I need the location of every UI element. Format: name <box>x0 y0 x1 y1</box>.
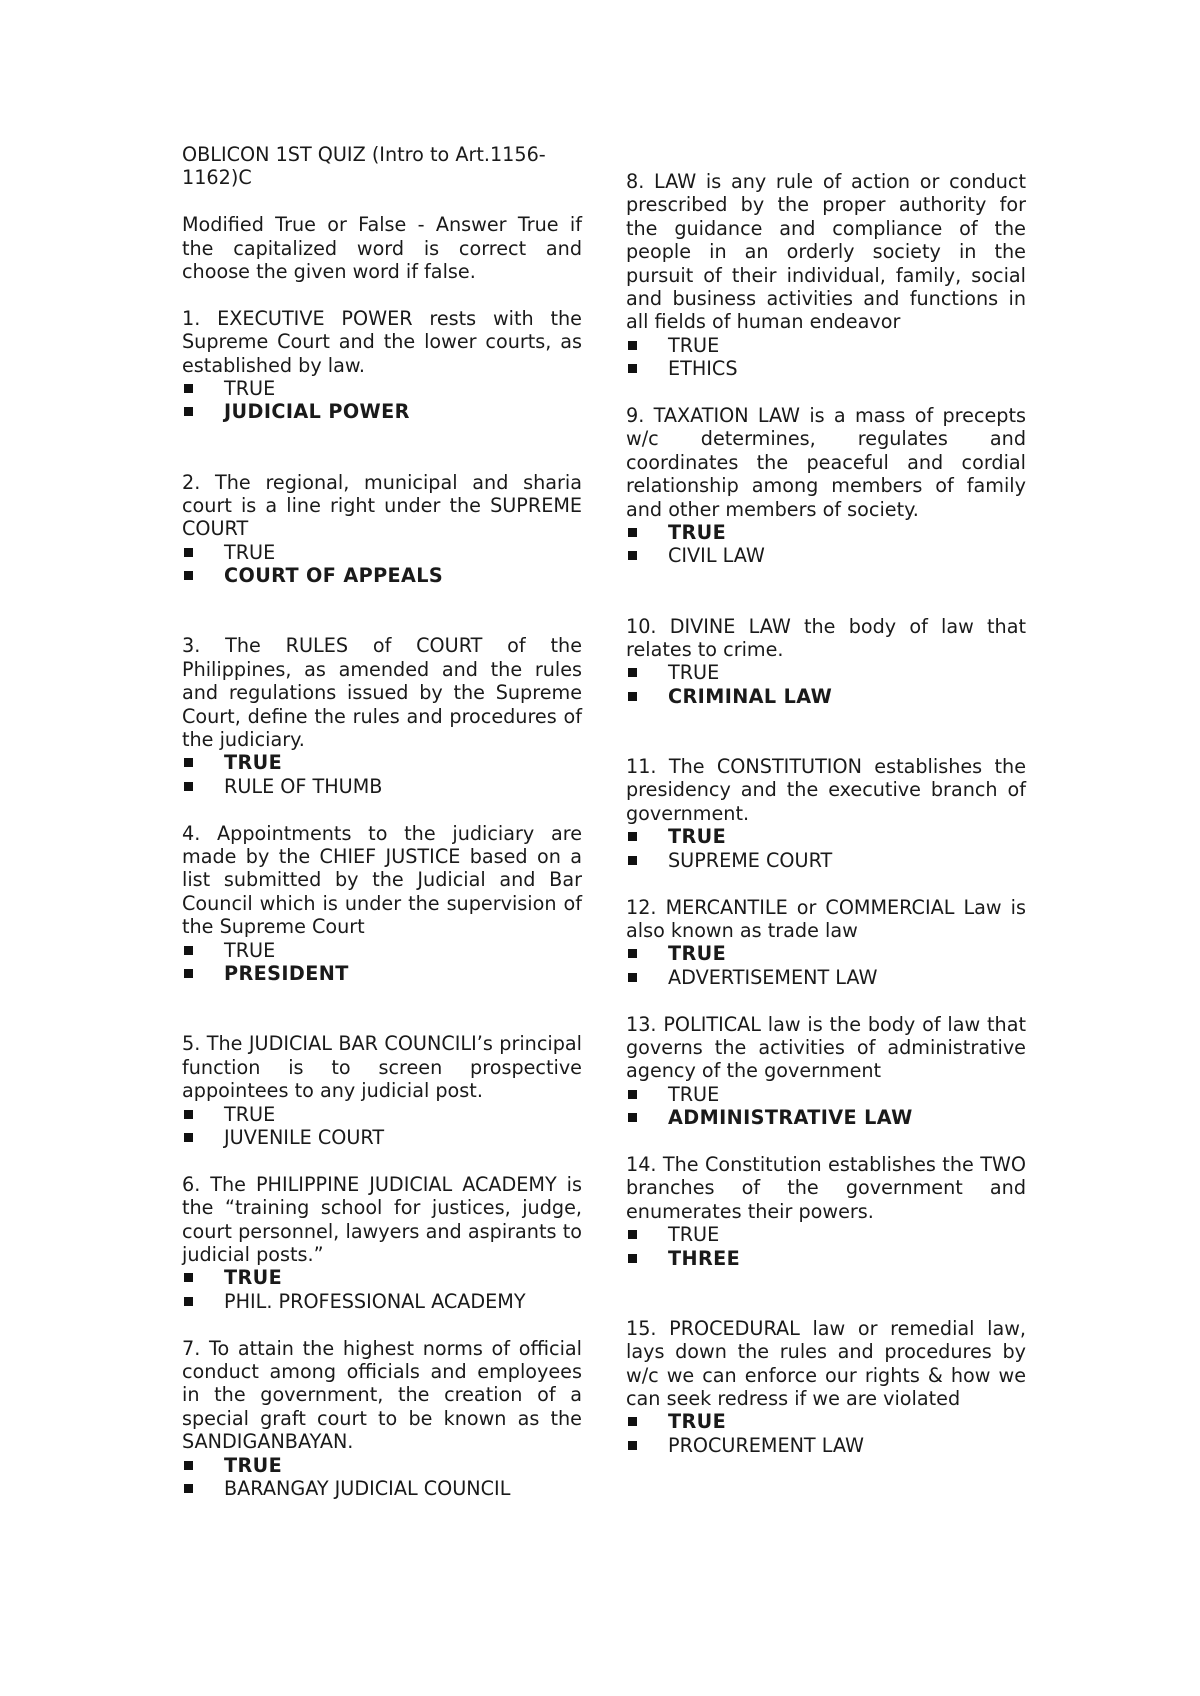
option-label: TRUE <box>224 751 283 775</box>
option-item <box>626 966 1026 989</box>
option-label: TRUE <box>668 942 727 966</box>
question-4 <box>182 822 582 986</box>
question-text: 15. PROCEDURAL law or remedial law, lays down the rules and procedures by w/c we can enforce our rights & how we can seek redress if we are violated <box>626 1316 1026 1410</box>
option-label: PROCUREMENT LAW <box>668 1433 864 1457</box>
question-text: 12. MERCANTILE or COMMERCIAL Law is also known as trade law <box>626 895 1026 942</box>
option-item <box>626 521 1026 544</box>
square-bullet-icon <box>184 1484 193 1493</box>
right-column <box>626 170 1026 1457</box>
option-label: TRUE <box>668 661 720 685</box>
square-bullet-icon <box>628 692 637 701</box>
quiz-title: OBLICON 1ST QUIZ (Intro to Art.1156-1162)C <box>182 143 546 190</box>
option-label: TRUE <box>668 521 727 545</box>
option-item <box>182 939 582 962</box>
question-text: 1. EXECUTIVE POWER rests with the Supreme Court and the lower courts, as established by law. <box>182 306 582 377</box>
option-label: TRUE <box>668 333 720 357</box>
square-bullet-icon <box>628 1113 637 1122</box>
question-6 <box>182 1173 582 1313</box>
option-item <box>626 849 1026 872</box>
square-bullet-icon <box>628 1417 637 1426</box>
question-14 <box>626 1153 1026 1270</box>
question-text: 11. The CONSTITUTION establishes the presidency and the executive branch of government. <box>626 755 1026 825</box>
option-item <box>626 661 1026 684</box>
instructions: Modified True or False - Answer True if the capitalized word is correct and choose the given word if false. <box>182 213 582 284</box>
option-item <box>182 564 582 587</box>
option-label: PHIL. PROFESSIONAL ACADEMY <box>224 1289 526 1313</box>
option-label: TRUE <box>668 825 727 849</box>
question-text: 5. The JUDICIAL BAR COUNCILI’s principal function is to screen prospective appointees to any judicial post. <box>182 1032 582 1103</box>
option-item <box>626 544 1026 567</box>
square-bullet-icon <box>628 668 637 677</box>
option-item <box>626 1247 1026 1270</box>
question-11 <box>626 755 1026 872</box>
square-bullet-icon <box>628 1441 637 1450</box>
square-bullet-icon <box>184 969 193 978</box>
option-item <box>182 1454 582 1477</box>
square-bullet-icon <box>184 548 193 557</box>
option-label: TRUE <box>668 1223 720 1247</box>
question-text: 13. POLITICAL law is the body of law that governs the activities of administrative agency of the government <box>626 1012 1026 1083</box>
option-label: TRUE <box>224 938 276 962</box>
option-item <box>182 1477 582 1500</box>
option-label: TRUE <box>224 377 276 401</box>
option-item <box>182 400 582 423</box>
option-label: TRUE <box>668 1082 720 1106</box>
option-item <box>626 942 1026 965</box>
option-item <box>182 377 582 400</box>
option-item <box>182 962 582 985</box>
option-item <box>626 334 1026 357</box>
question-text: 14. The Constitution establishes the TWO branches of the government and enumerates their powers. <box>626 1152 1026 1223</box>
question-3 <box>182 634 582 798</box>
option-label: RULE OF THUMB <box>224 774 383 798</box>
option-item <box>182 541 582 564</box>
option-label: COURT OF APPEALS <box>224 564 444 588</box>
option-label: TRUE <box>224 1102 276 1126</box>
option-item <box>182 1126 582 1149</box>
square-bullet-icon <box>628 1230 637 1239</box>
option-label: TRUE <box>668 1410 727 1434</box>
square-bullet-icon <box>628 341 637 350</box>
square-bullet-icon <box>628 973 637 982</box>
square-bullet-icon <box>184 758 193 767</box>
question-13 <box>626 1013 1026 1130</box>
question-10 <box>626 615 1026 709</box>
square-bullet-icon <box>628 551 637 560</box>
question-15 <box>626 1317 1026 1457</box>
question-5 <box>182 1032 582 1149</box>
option-item <box>626 1410 1026 1433</box>
question-text: 6. The PHILIPPINE JUDICIAL ACADEMY is the “training school for justices, judge, court personnel, lawyers and aspirants to judicial posts.” <box>182 1172 582 1266</box>
square-bullet-icon <box>628 364 637 373</box>
question-1 <box>182 307 582 424</box>
option-item <box>626 1083 1026 1106</box>
question-text: 9. TAXATION LAW is a mass of precepts w/c determines, regulates and coordinates the peaceful and cordial relationship among members of family and other members of society. <box>626 404 1026 521</box>
option-item <box>182 751 582 774</box>
question-9 <box>626 404 1026 568</box>
square-bullet-icon <box>628 856 637 865</box>
square-bullet-icon <box>628 1090 637 1099</box>
square-bullet-icon <box>184 384 193 393</box>
option-label: ADVERTISEMENT LAW <box>668 965 878 989</box>
question-text: 8. LAW is any rule of action or conduct prescribed by the proper authority for the guidance and compliance of the people in an orderly society in the pursuit of their individual, family, social and business activities and functions in all fields of human endeavor <box>626 170 1026 334</box>
option-item <box>626 685 1026 708</box>
question-7 <box>182 1337 582 1501</box>
square-bullet-icon <box>628 1254 637 1263</box>
square-bullet-icon <box>184 782 193 791</box>
square-bullet-icon <box>184 1273 193 1282</box>
option-label: ADMINISTRATIVE LAW <box>668 1106 913 1130</box>
question-2 <box>182 471 582 588</box>
option-item <box>626 1434 1026 1457</box>
option-label: SUPREME COURT <box>668 848 833 872</box>
option-label: TRUE <box>224 1453 283 1477</box>
option-item <box>626 825 1026 848</box>
square-bullet-icon <box>184 1133 193 1142</box>
option-label: JUVENILE COURT <box>224 1125 385 1149</box>
option-label: CRIMINAL LAW <box>668 684 833 708</box>
question-text: 3. The RULES of COURT of the Philippines, as amended and the rules and regulations issued by the Supreme Court, define the rules and procedures of the judiciary. <box>182 634 582 752</box>
option-label: BARANGAY JUDICIAL COUNCIL <box>224 1476 511 1500</box>
option-item <box>626 1223 1026 1246</box>
square-bullet-icon <box>628 949 637 958</box>
square-bullet-icon <box>184 1297 193 1306</box>
option-label: JUDICIAL POWER <box>224 400 410 424</box>
left-column <box>182 143 582 1500</box>
square-bullet-icon <box>184 1461 193 1470</box>
option-item <box>182 1290 582 1313</box>
option-item <box>182 1103 582 1126</box>
option-item <box>182 1266 582 1289</box>
question-text: 4. Appointments to the judiciary are made by the CHIEF JUSTICE based on a list submitted by the Judicial and Bar Council which is under the supervision of the Supreme Court <box>182 821 582 939</box>
square-bullet-icon <box>628 528 637 537</box>
option-label: TRUE <box>224 540 276 564</box>
question-text: 10. DIVINE LAW the body of law that relates to crime. <box>626 614 1026 662</box>
square-bullet-icon <box>184 407 193 416</box>
option-item <box>626 1106 1026 1129</box>
question-8 <box>626 170 1026 381</box>
square-bullet-icon <box>184 571 193 580</box>
option-label: TRUE <box>224 1266 283 1290</box>
option-label: ETHICS <box>668 357 738 381</box>
question-12 <box>626 896 1026 990</box>
option-item <box>626 357 1026 380</box>
option-label: THREE <box>668 1246 741 1270</box>
option-label: CIVIL LAW <box>668 544 765 568</box>
question-text: 2. The regional, municipal and sharia court is a line right under the SUPREME COURT <box>182 470 582 541</box>
square-bullet-icon <box>628 832 637 841</box>
question-text: 7. To attain the highest norms of official conduct among officials and employees in the government, the creation of a special graft court to be known as the SANDIGANBAYAN. <box>182 1336 582 1454</box>
option-label: PRESIDENT <box>224 962 349 986</box>
square-bullet-icon <box>184 946 193 955</box>
square-bullet-icon <box>184 1110 193 1119</box>
option-item <box>182 775 582 798</box>
